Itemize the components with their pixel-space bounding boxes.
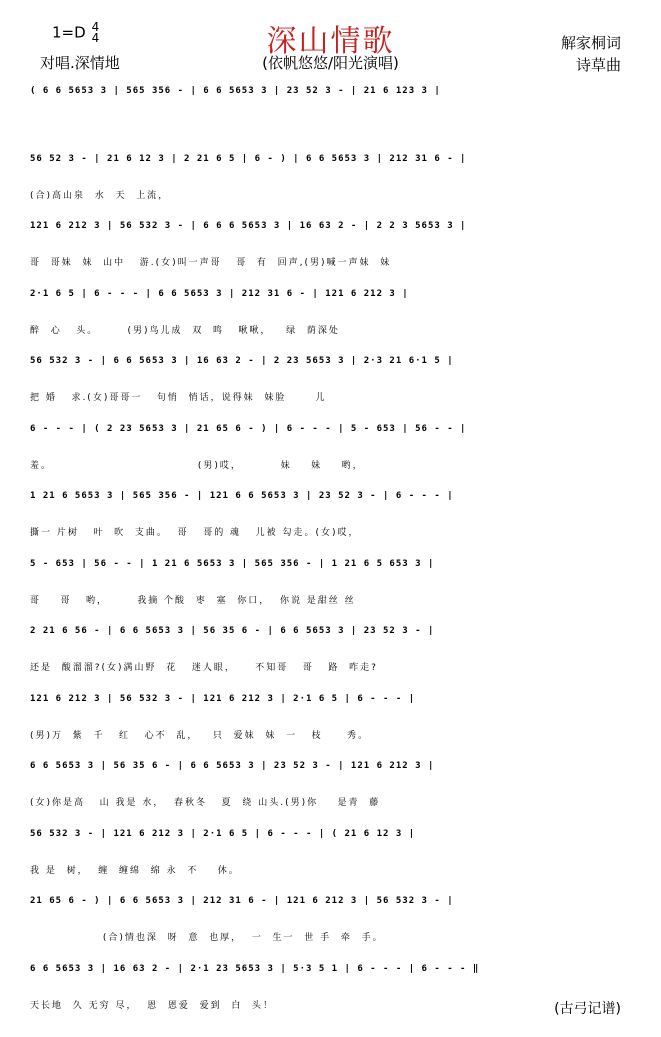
lyrics-line: (男)万 紫 千 红 心不 乱， 只 爱妹 妹 一 枝 秀。 [30,730,369,741]
notation-line: 2·1 6 5 | 6 - - - | 6 6 5653 3 | 212 31 6 - | 121 6 212 3 | [30,288,409,299]
score-system [30,620,635,690]
lyrics-line: 羞。 (男)哎， 妹 妹 哟， [30,460,364,471]
score-system [30,958,635,1028]
lyrics-line: (女)你是高 山 我是 水， 春秋冬 夏 绕 山头.(男)你 是青 藤 [30,798,381,808]
lyrics-line: 醉 心 头。 (男)鸟儿成 双 鸣 啾啾， 绿 荫深处 [30,325,340,336]
notation-line: 2 21 6 56 - | 6 6 5653 3 | 56 35 6 - | 6 6 5653 3 | 23 52 3 - | [30,626,435,636]
subtitle: (依帆悠悠/阳光演唱) [262,54,399,72]
lyrics-line: 天长地 久 无穷 尽， 恩 恩爱 爱到 白 头！ [30,1000,275,1011]
score-system [30,553,635,623]
score-header [0,0,661,80]
notation-line: 1 21 6 5653 3 | 565 356 - | 121 6 6 5653 3 | 23 52 3 - | 6 - - - | [30,491,454,501]
lyrics-line: 撕一 片树 叶 吹 支曲。 哥 哥的 魂 儿被 勾走。(女)哎， [30,528,360,538]
key-prefix: 1=D [52,23,86,42]
lyricist: 解家桐词 [560,34,621,52]
lyrics-line: (合)情也深 呀 意 也厚， 一 生一 世 手 牵 手。 [30,933,384,943]
notation-line: 121 6 212 3 | 56 532 3 - | 6 6 6 5653 3 | 16 63 2 - | 2 2 3 5653 3 | [30,221,467,231]
lyrics-line: (合)高山泉 水 天 上流， [30,190,170,201]
notation-line: 56 52 3 - | 21 6 12 3 | 2 21 6 5 | 6 - ) | 6 6 5653 3 | 212 31 6 - | [30,153,467,164]
time-top: 4 [91,20,100,34]
lyrics-line: 还是 酸溜溜?(女)满山野 花 迷人眼， 不知哥 哥 路 咋走? [30,663,378,673]
time-bottom: 4 [91,31,100,45]
notation-line: ( 6 6 5653 3 | 565 356 - | 6 6 5653 3 | 23 52 3 - | 21 6 123 3 | [30,86,441,96]
notation-line: 21 65 6 - ) | 6 6 5653 3 | 212 31 6 - | 121 6 212 3 | 56 532 3 - | [30,896,454,906]
notation-line: 6 6 5653 3 | 56 35 6 - | 6 6 5653 3 | 23 52 3 - | 121 6 212 3 | [30,761,435,771]
lyrics-line: 把 婚 求.(女)哥哥一 句悄 悄话，说得妹 妹脸 儿 [30,393,327,403]
score-system [30,148,635,218]
notation-line: 6 6 5653 3 | 16 63 2 - | 2·1 23 5653 3 | 5·3 5 1 | 6 - - - | 6 - - - ‖ [30,963,480,974]
composer: 诗草曲 [575,56,621,74]
notation-line: 56 532 3 - | 6 6 5653 3 | 16 63 2 - | 2 23 5653 3 | 2·3 21 6·1 5 | [30,356,454,366]
transcriber-tag: (古弓记谱) [554,1000,621,1017]
score-system [30,755,635,825]
notation-line: 121 6 212 3 | 56 532 3 - | 121 6 212 3 | 2·1 6 5 | 6 - - - | [30,693,416,704]
score-system [30,823,635,893]
score-system [30,215,635,285]
score-system [30,283,635,353]
score-system [30,485,635,555]
lyrics-line: 哥 哥 哟， 我摘 个酸 枣 塞 你口， 你说 是甜丝 丝 [30,595,356,606]
lyrics-line: 我 是 树， 缠 缠绵 绵 永 不 休。 [30,865,240,876]
page-title: 深山情歌 [266,24,395,59]
score-system [30,350,635,420]
notation-line: 6 - - - | ( 2 23 5653 3 | 21 65 6 - ) | 6 - - - | 5 - 653 | 56 - - | [30,423,467,434]
notation-line: 56 532 3 - | 121 6 212 3 | 2·1 6 5 | 6 - - - | ( 21 6 12 3 | [30,828,416,839]
score-system [30,80,635,150]
score-system [30,418,635,488]
lyrics-line [30,120,635,146]
score-system [30,890,635,960]
lyrics-line: 哥 哥妹 妹 山中 游.(女)叫一声哥 哥 有 回声,(男)喊一声妹 妹 [30,258,392,268]
score-system [30,688,635,758]
performance-note: 对唱.深情地 [40,54,120,72]
notation-line: 5 - 653 | 56 - - | 1 21 6 5653 3 | 565 356 - | 1 21 6 5 653 3 | [30,558,435,569]
